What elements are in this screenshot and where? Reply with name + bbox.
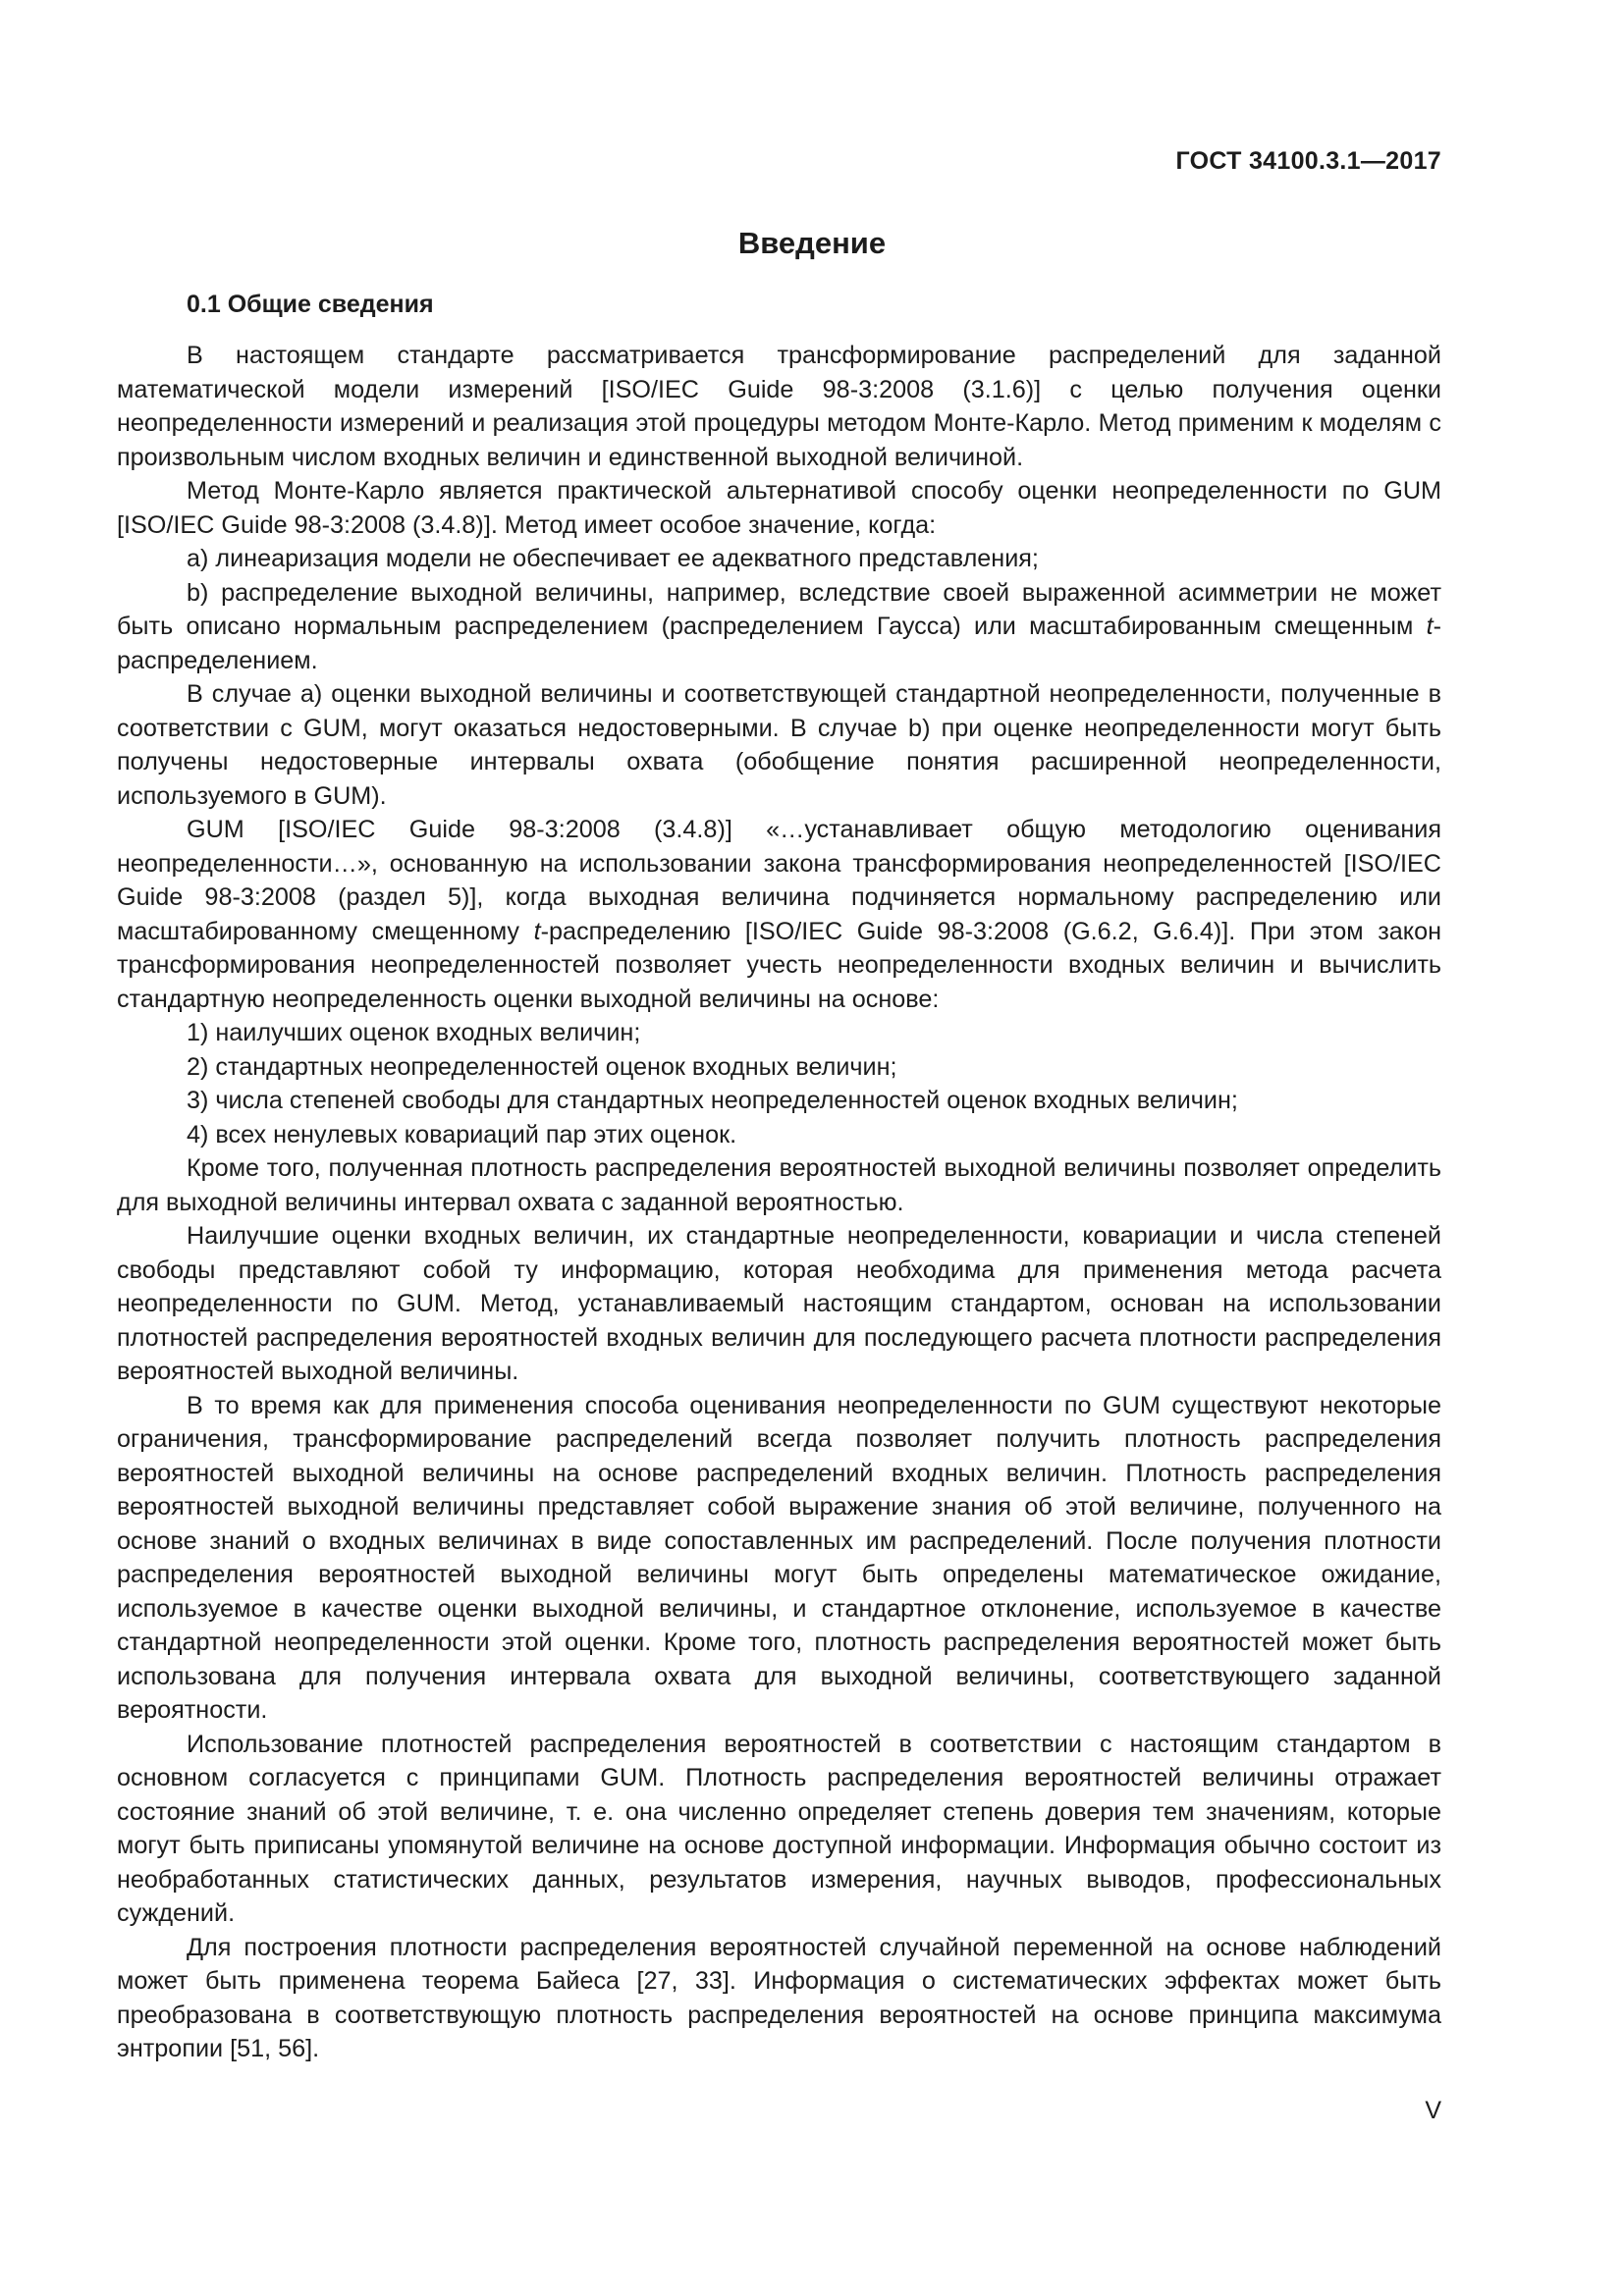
paragraph: В случае a) оценки выходной величины и соответствующей стандартной неопределенности, полученные в соответствии с GUM, могут оказаться недостоверными. В случае b) при оценке неопределенности могут быть получены недостоверные интервалы охвата (обобщение понятия расширенной неопределенности, используемого в GUM). xyxy=(117,680,1441,810)
section-heading: 0.1 Общие сведения xyxy=(187,291,434,318)
list-item: 1) наилучших оценок входных величин; xyxy=(187,1019,641,1046)
paragraph: GUM [ISO/IEC Guide 98-3:2008 (3.4.8)] «…устанавливает общую методологию оценивания неопределенности…», основанную на использовании закона трансформирования неопределенностей [ISO/IEC Guide 98-3:2008 (раздел 5)], когда выходная величина подчиняется нормальному распределению или масштабированному смещенному t-распределению [ISO/IEC Guide 98-3:2008 (G.6.2, G.6.4)]. При этом закон трансформирования неопределенностей позволяет учесть неопределенности входных величин и вычислить стандартную неопределенность оценки выходной величины на основе: xyxy=(117,816,1441,1013)
paragraph: В настоящем стандарте рассматривается трансформирование распределений для заданной математической модели измерений [ISO/IEC Guide 98-3:2008 (3.1.6)] с целью получения оценки неопределенности измерений и реализация этой процедуры методом Монте-Карло. Метод применим к моделям с произвольным числом входных величин и единственной выходной величиной. xyxy=(117,342,1441,471)
paragraph: В то время как для применения способа оценивания неопределенности по GUM существуют некоторые ограничения, трансформирование распределений всегда позволяет получить плотность распределения вероятностей выходной величины на основе распределений входных величин. Плотность распределения вероятностей выходной величины представляет собой выражение знания об этой величине, полученного на основе знаний о входных величинах в виде сопоставленных им распределений. После получения плотности распределения вероятностей выходной величины могут быть определены математическое ожидание, используемое в качестве оценки выходной величины, и стандартное отклонение, используемое в качестве стандартной неопределенности этой оценки. Кроме того, плотность распределения вероятностей может быть использована для получения интервала охвата для выходной величины, соответствующего заданной вероятности. xyxy=(117,1391,1441,1724)
document-body xyxy=(117,339,1441,2066)
list-item: b) распределение выходной величины, например, вследствие своей выраженной асимметрии не может быть описано нормальным распределением (распределением Гаусса) или масштабированным смещенным t-распределением. xyxy=(117,578,1441,674)
paragraph: Для построения плотности распределения вероятностей случайной переменной на основе наблюдений может быть применена теорема Байеса [27, 33]. Информация о систематических эффектах может быть преобразована в соответствующую плотность распределения вероятностей на основе принципа максимума энтропии [51, 56]. xyxy=(117,1933,1441,2062)
paragraph: Кроме того, полученная плотность распределения вероятностей выходной величины позволяет определить для выходной величины интервал охвата с заданной вероятностью. xyxy=(117,1154,1441,1216)
page-title: Введение xyxy=(737,226,887,260)
list-item: 3) числа степеней свободы для стандартных неопределенностей оценок входных величин; xyxy=(187,1087,1238,1114)
list-item: a) линеаризация модели не обеспечивает ее адекватного представления; xyxy=(187,545,1039,572)
document-number: ГОСТ 34100.3.1—2017 xyxy=(1175,147,1441,175)
paragraph: Наилучшие оценки входных величин, их стандартные неопределенности, ковариации и числа степеней свободы представляют собой ту информацию, которая необходима для применения метода расчета неопределенности по GUM. Метод, устанавливаемый настоящим стандартом, основан на использовании плотностей распределения вероятностей входных величин для последующего расчета плотности распределения вероятностей выходной величины. xyxy=(117,1222,1441,1385)
list-item: 4) всех ненулевых ковариаций пар этих оценок. xyxy=(187,1120,737,1148)
paragraph: Метод Монте-Карло является практической альтернативой способу оценки неопределенности по GUM [ISO/IEC Guide 98-3:2008 (3.4.8)]. Метод имеет особое значение, когда: xyxy=(117,477,1441,539)
page-number: V xyxy=(1425,2097,1441,2124)
list-item: 2) стандартных неопределенностей оценок входных величин; xyxy=(187,1052,897,1081)
paragraph: Использование плотностей распределения вероятностей в соответствии с настоящим стандартом в основном согласуется с принципами GUM. Плотность распределения вероятностей величины отражает состояние знаний об этой величине, т. е. она численно определяет степень доверия тем значениям, которые могут быть приписаны упомянутой величине на основе доступной информации. Информация обычно состоит из необработанных статистических данных, результатов измерения, научных выводов, профессиональных суждений. xyxy=(117,1730,1441,1927)
